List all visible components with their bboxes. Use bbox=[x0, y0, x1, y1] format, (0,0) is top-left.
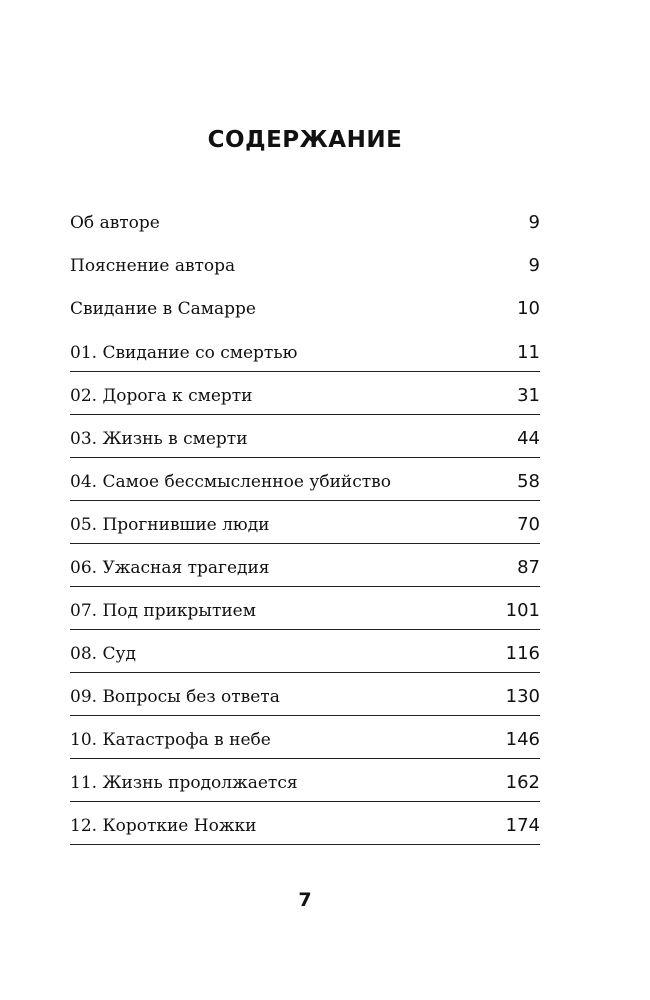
toc-entry bbox=[70, 458, 540, 501]
toc-entry bbox=[70, 415, 540, 458]
toc-entry-page: 101 bbox=[505, 600, 540, 621]
toc-entry bbox=[70, 759, 540, 802]
toc-entry-title: 11. Жизнь продолжается bbox=[70, 773, 298, 793]
toc-entry-title: 06. Ужасная трагедия bbox=[70, 558, 270, 578]
toc-entry bbox=[70, 716, 540, 759]
toc-entry-page: 44 bbox=[517, 428, 540, 449]
toc-entry-page: 58 bbox=[517, 471, 540, 492]
toc-entry-page: 87 bbox=[517, 557, 540, 578]
toc-entry-page: 11 bbox=[517, 342, 540, 363]
toc-entry-page: 9 bbox=[528, 255, 540, 276]
toc-entry-page: 146 bbox=[505, 729, 540, 750]
toc-entry-page: 31 bbox=[517, 385, 540, 406]
toc-entry-title: 10. Катастрофа в небе bbox=[70, 730, 271, 750]
toc-entry-title: 04. Самое бессмысленное убийство bbox=[70, 472, 391, 492]
toc-entry bbox=[70, 587, 540, 630]
toc-entry bbox=[70, 630, 540, 673]
page-number: 7 bbox=[298, 889, 312, 911]
toc-entry-title: 08. Суд bbox=[70, 644, 136, 664]
toc-entry-title: 12. Короткие Ножки bbox=[70, 816, 257, 836]
toc-entry-page: 116 bbox=[505, 643, 540, 664]
toc-entry-title: 09. Вопросы без ответа bbox=[70, 687, 280, 707]
toc-entry-page: 9 bbox=[528, 212, 540, 233]
toc-entry-page: 174 bbox=[505, 815, 540, 836]
toc-entry-page: 10 bbox=[517, 298, 540, 319]
toc-entry bbox=[70, 372, 540, 415]
toc-entry-title: Пояснение автора bbox=[70, 256, 236, 276]
toc-entry-page: 70 bbox=[517, 514, 540, 535]
toc-entry bbox=[70, 286, 540, 329]
toc-entry-page: 130 bbox=[505, 686, 540, 707]
toc-entry-title: Об авторе bbox=[70, 213, 160, 233]
table-of-contents bbox=[70, 200, 540, 845]
toc-entry-title: 05. Прогнившие люди bbox=[70, 515, 270, 535]
toc-entry bbox=[70, 200, 540, 243]
toc-entry bbox=[70, 544, 540, 587]
page-title: СОДЕРЖАНИЕ bbox=[207, 127, 403, 154]
toc-entry bbox=[70, 802, 540, 845]
toc-entry-title: Свидание в Самарре bbox=[70, 299, 256, 319]
toc-entry-page: 162 bbox=[505, 772, 540, 793]
toc-entry-title: 02. Дорога к смерти bbox=[70, 386, 253, 406]
toc-entry-title: 07. Под прикрытием bbox=[70, 601, 256, 621]
toc-entry bbox=[70, 243, 540, 286]
toc-entry-title: 01. Свидание со смертью bbox=[70, 343, 298, 363]
toc-entry bbox=[70, 329, 540, 372]
toc-entry bbox=[70, 673, 540, 716]
toc-entry-title: 03. Жизнь в смерти bbox=[70, 429, 248, 449]
toc-entry bbox=[70, 501, 540, 544]
